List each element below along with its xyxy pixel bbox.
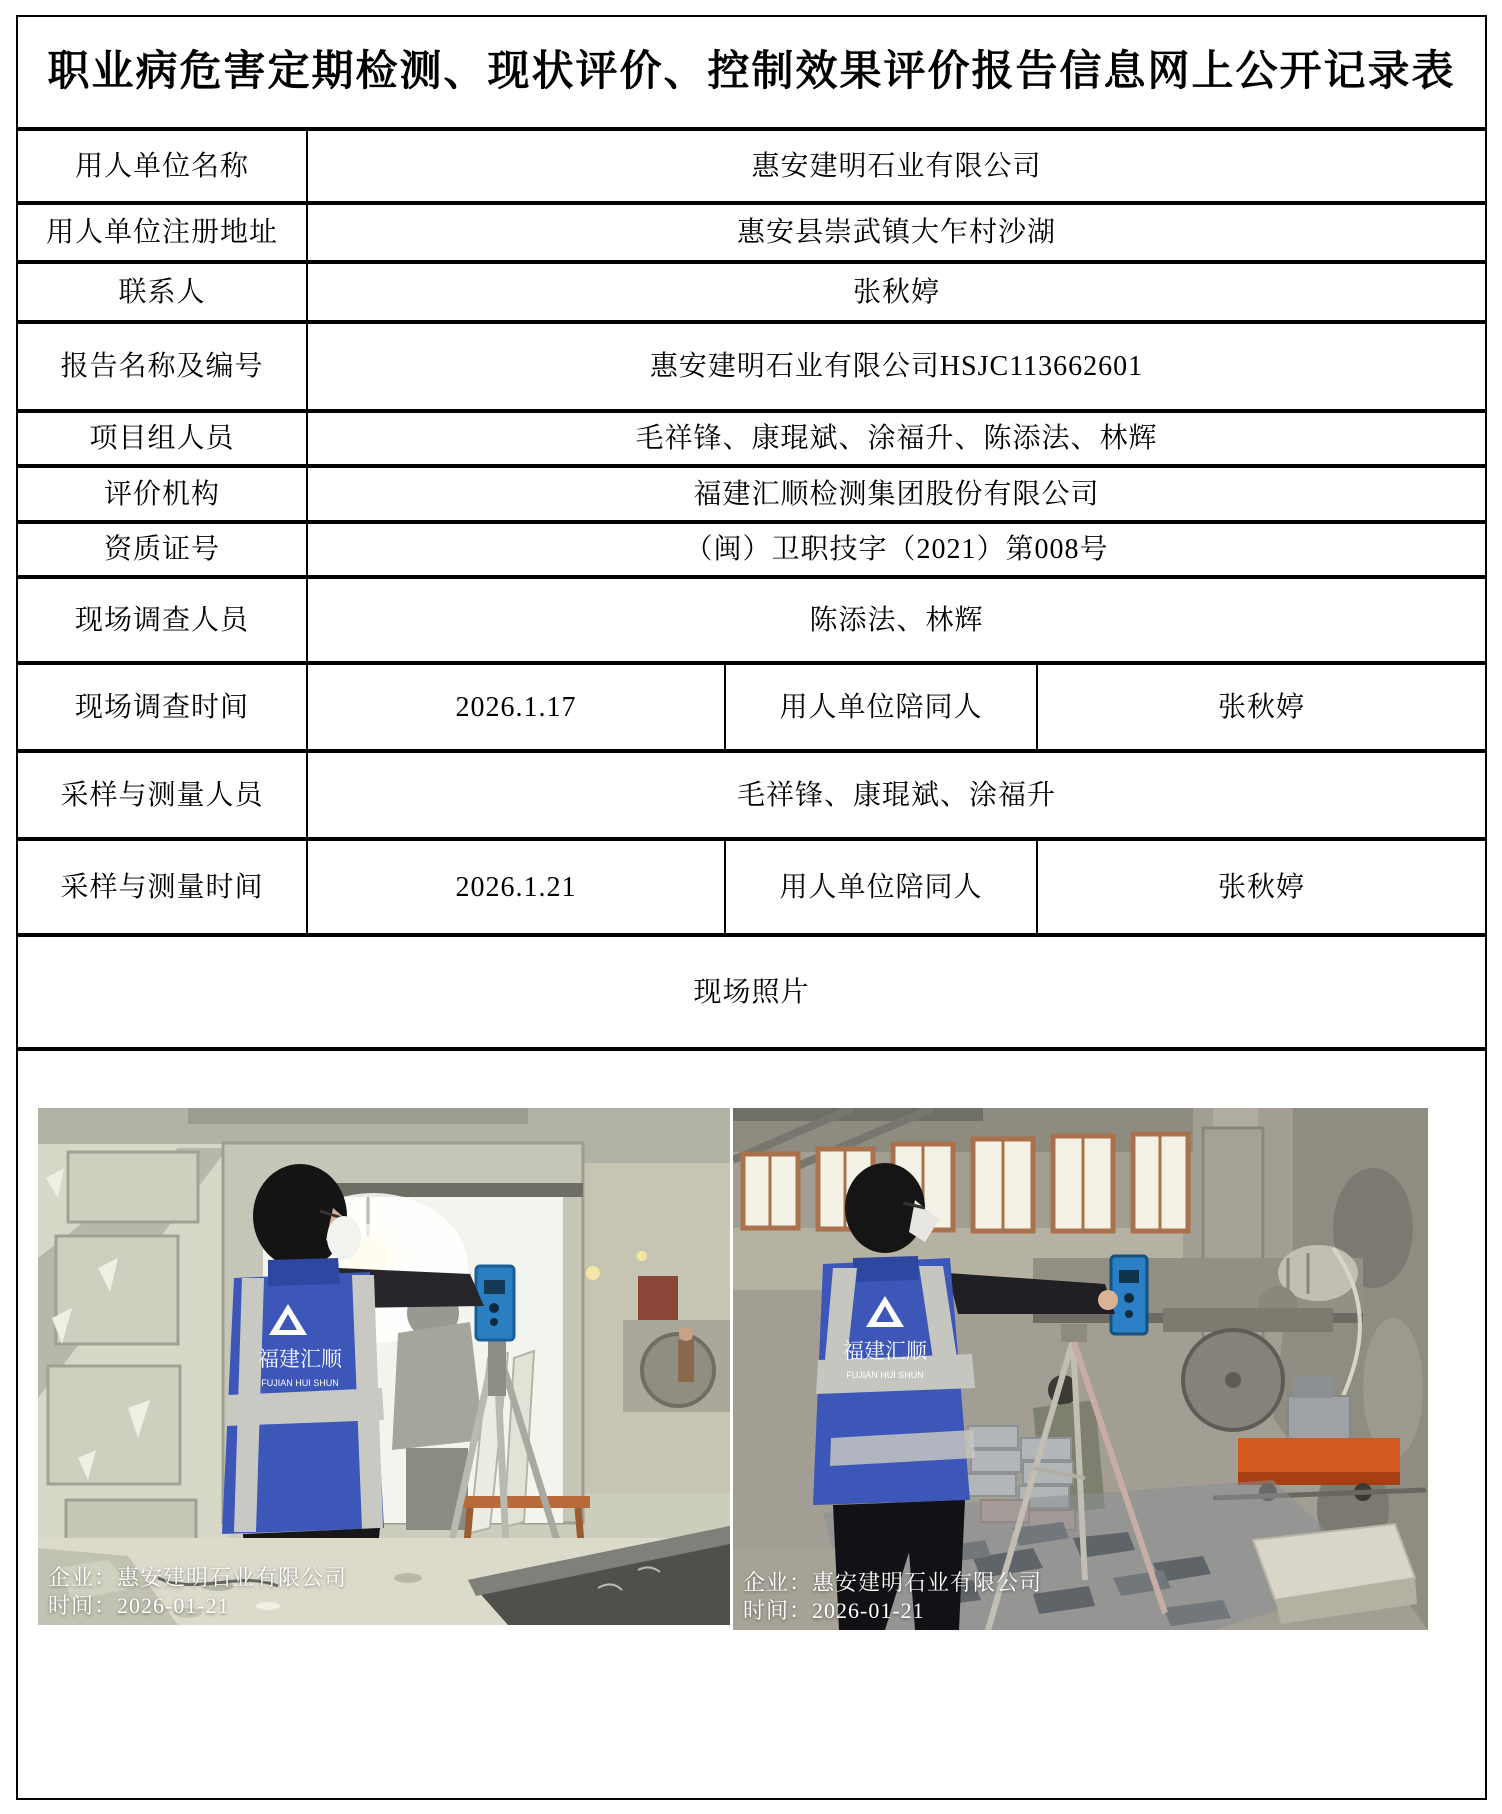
- vest-text-en: FUJIAN HUI SHUN: [846, 1370, 924, 1380]
- agency-label: 评价机构: [18, 468, 308, 520]
- row-employer-name: [18, 127, 1485, 201]
- row-survey-staff: [18, 575, 1485, 661]
- employer-name-value: 惠安建明石业有限公司: [751, 150, 1042, 182]
- license-label: 资质证号: [18, 524, 308, 575]
- photos-header: 现场照片: [693, 976, 810, 1008]
- row-agency: [18, 464, 1485, 520]
- photo-left-watermark-company: 企业：惠安建明石业有限公司: [48, 1564, 348, 1590]
- report-label: 报告名称及编号: [18, 324, 308, 409]
- survey-time-value: 2026.1.17: [308, 665, 726, 749]
- sampling-staff-value: 毛祥锋、康琨斌、涂福升: [736, 779, 1056, 811]
- contact-value: 张秋婷: [852, 276, 940, 308]
- site-photo-right-illustration: [733, 1108, 1428, 1630]
- employer-address-value: 惠安县崇武镇大乍村沙湖: [736, 217, 1056, 248]
- employer-name-label: 用人单位名称: [18, 131, 308, 201]
- row-photos-header: [18, 933, 1485, 1047]
- title-row: [18, 17, 1485, 127]
- row-survey-time: [18, 661, 1485, 749]
- site-photo-left: [38, 1108, 730, 1625]
- record-table: [16, 15, 1487, 1800]
- row-contact: [18, 260, 1485, 320]
- photo-left-watermark-time: 时间：2026-01-21: [48, 1593, 230, 1619]
- survey-companion-label: 用人单位陪同人: [726, 665, 1038, 749]
- photo-right-watermark-company: 企业：惠安建明石业有限公司: [743, 1569, 1043, 1595]
- project-team-label: 项目组人员: [18, 413, 308, 464]
- row-project-team: [18, 409, 1485, 464]
- photo-right-watermark-time: 时间：2026-01-21: [743, 1598, 925, 1624]
- survey-time-label: 现场调查时间: [18, 665, 308, 749]
- photos-cell: [18, 1047, 1485, 1798]
- row-license: [18, 520, 1485, 575]
- photo-left-watermark: [48, 1564, 347, 1621]
- survey-staff-label: 现场调查人员: [18, 579, 308, 661]
- license-value: （闽）卫职技字（2021）第008号: [684, 534, 1109, 565]
- sampling-companion-value: 张秋婷: [1217, 871, 1305, 903]
- agency-value: 福建汇顺检测集团股份有限公司: [693, 478, 1100, 510]
- sampling-staff-label: 采样与测量人员: [18, 753, 308, 837]
- contact-label: 联系人: [18, 264, 308, 320]
- row-sampling-staff: [18, 749, 1485, 837]
- row-sampling-time: [18, 837, 1485, 933]
- site-photo-right: [733, 1108, 1428, 1630]
- sampling-companion-label: 用人单位陪同人: [726, 841, 1038, 933]
- report-value: 惠安建明石业有限公司HSJC113662601: [649, 351, 1144, 382]
- vest-text-cn: 福建汇顺: [258, 1347, 342, 1371]
- row-report: [18, 320, 1485, 409]
- sampling-time-value: 2026.1.21: [308, 841, 726, 933]
- row-employer-address: [18, 201, 1485, 260]
- employer-address-label: 用人单位注册地址: [18, 205, 308, 260]
- page-title: 职业病危害定期检测、现状评价、控制效果评价报告信息网上公开记录表: [47, 48, 1456, 95]
- site-photo-left-illustration: [38, 1108, 730, 1625]
- survey-staff-value: 陈添法、林辉: [809, 604, 984, 636]
- vest-text-cn: 福建汇顺: [843, 1339, 927, 1363]
- project-team-value: 毛祥锋、康琨斌、涂福升、陈添法、林辉: [635, 423, 1158, 454]
- survey-companion-value: 张秋婷: [1217, 691, 1305, 723]
- photo-right-watermark: [743, 1569, 1042, 1626]
- sampling-time-label: 采样与测量时间: [18, 841, 308, 933]
- vest-text-en: FUJIAN HUI SHUN: [261, 1378, 339, 1388]
